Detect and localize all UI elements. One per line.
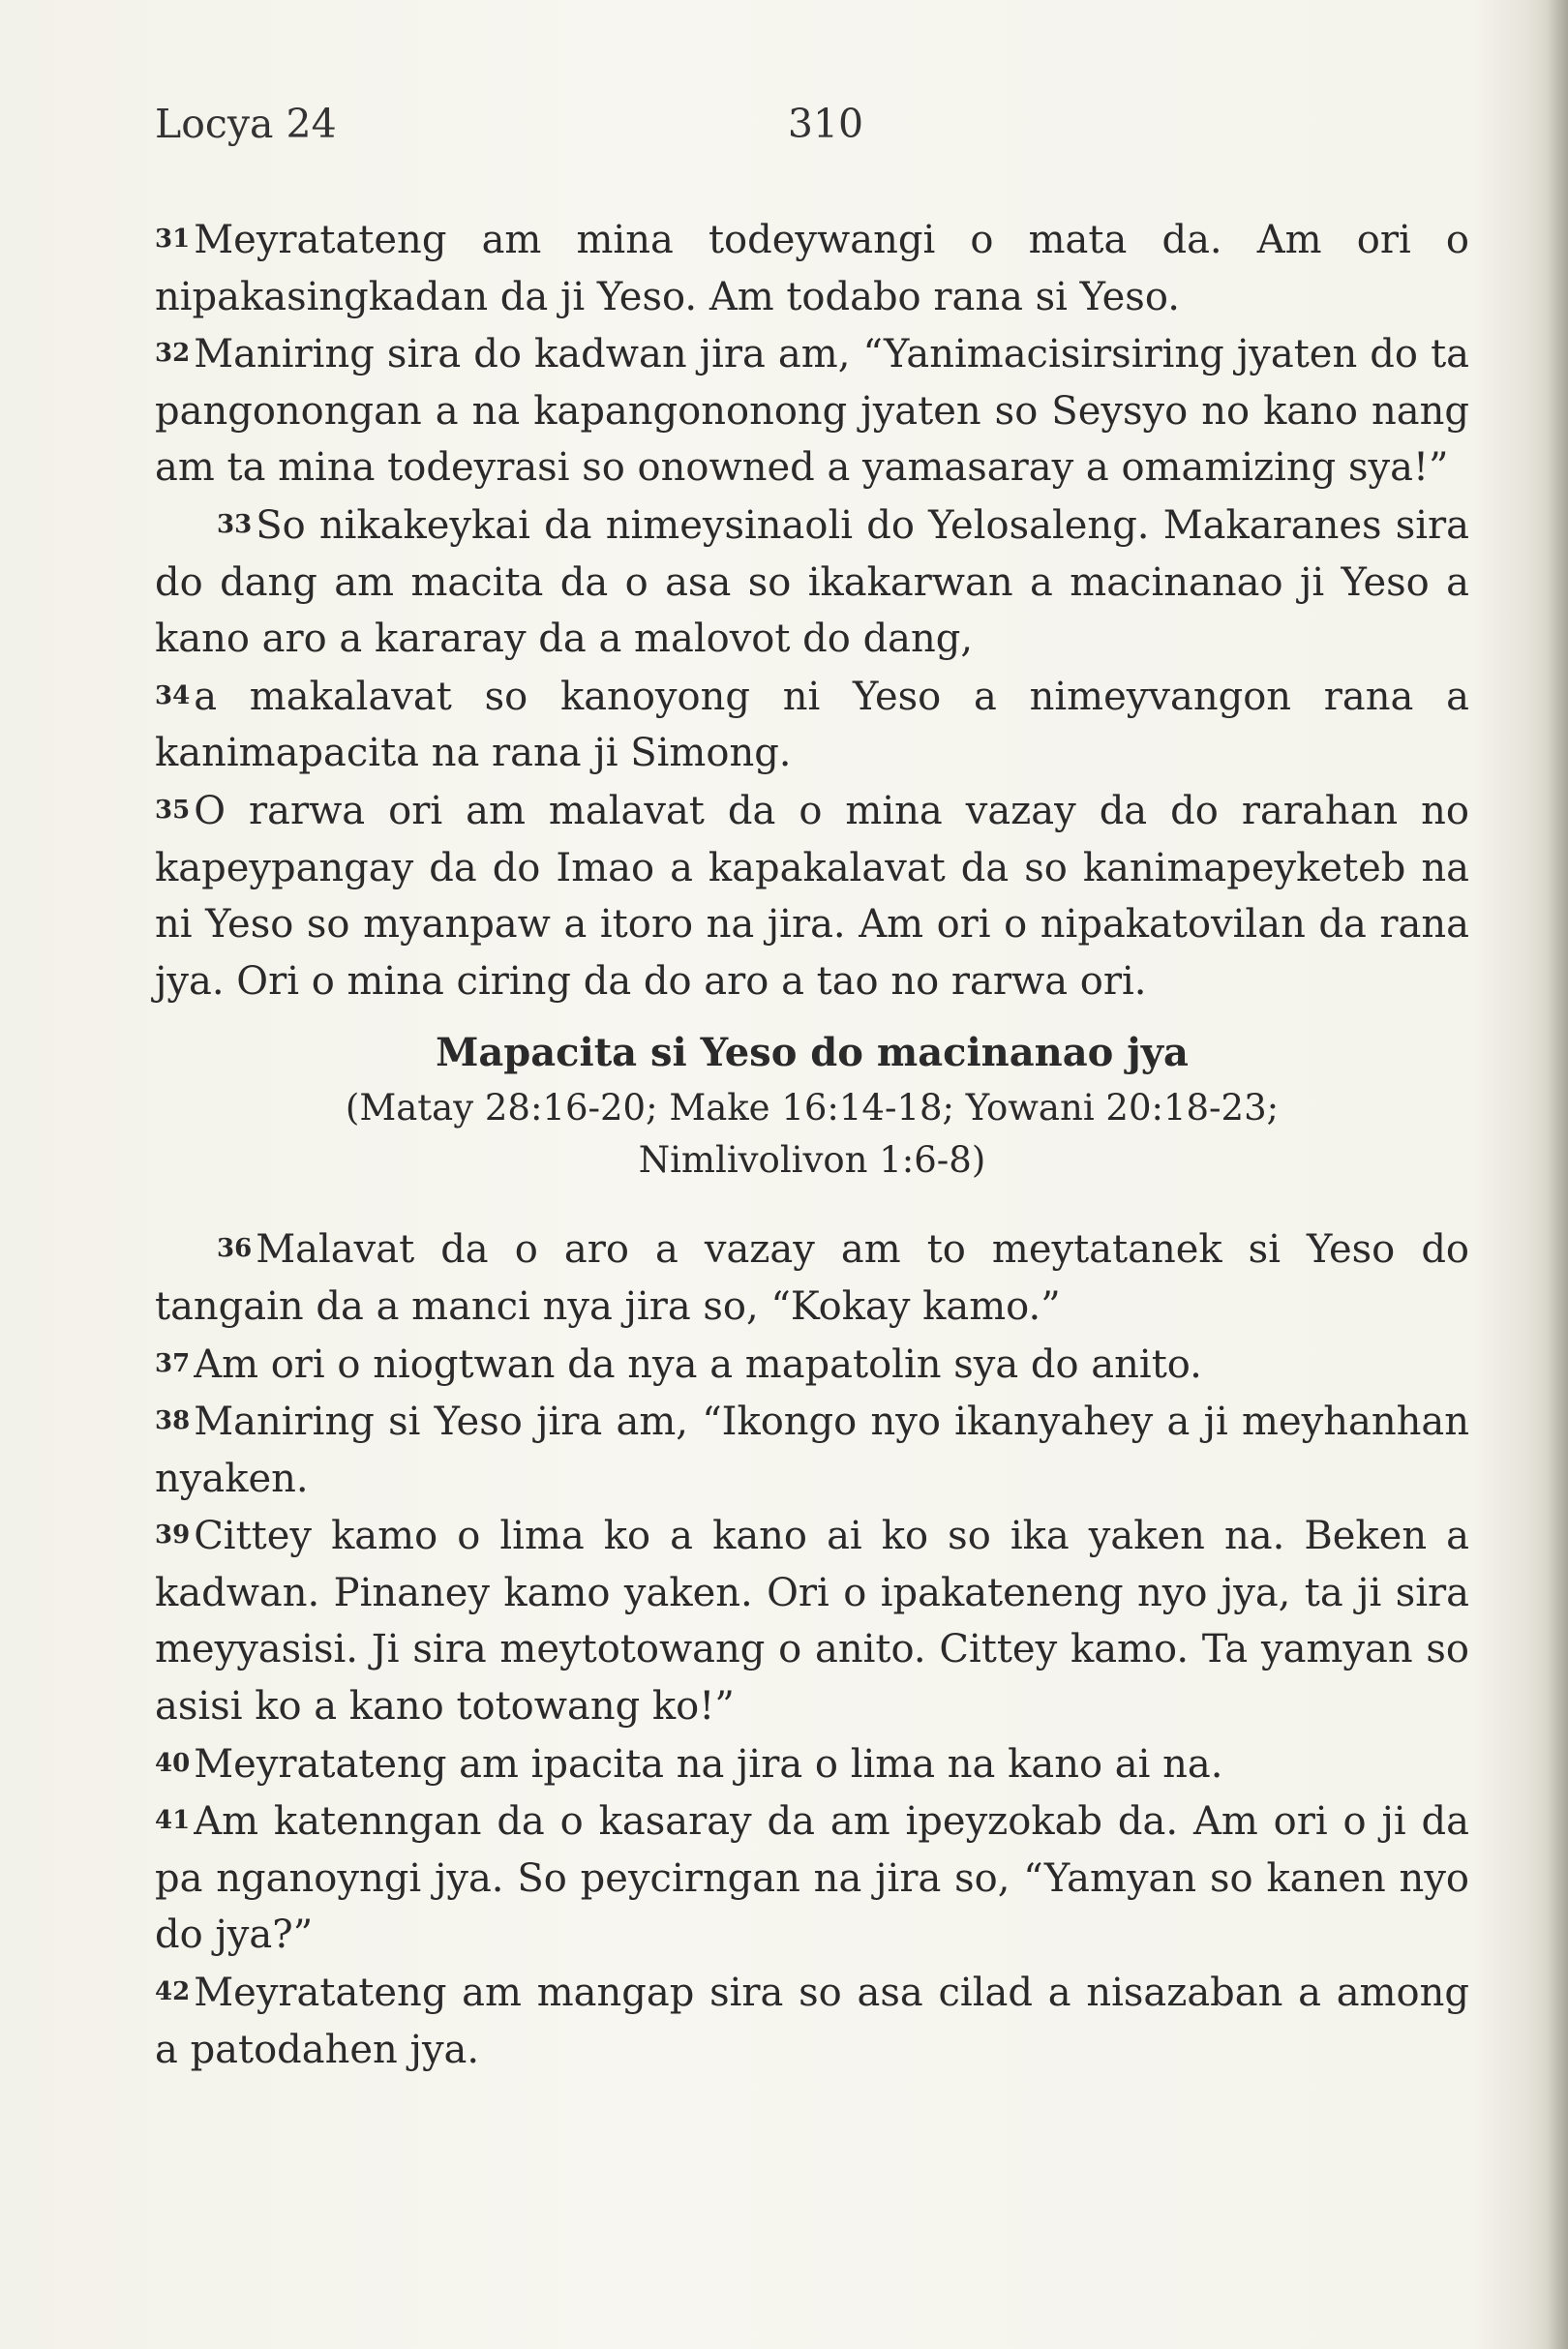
verse-42 [155, 1964, 1469, 2078]
running-header [155, 95, 1462, 153]
section-cross-reference-line-2: Nimlivolivon 1:6-8) [638, 1139, 986, 1182]
verse-41 [155, 1792, 1469, 1964]
verse-36 [155, 1220, 1469, 1335]
book-chapter-label: Locya 24 [155, 101, 337, 147]
verse-number: 42 [155, 1977, 191, 2007]
page-edge-shadow [1547, 0, 1568, 2349]
verse-38 [155, 1393, 1469, 1507]
verse-text: a makalavat so kanoyong ni Yeso a nimeyvangon rana a kanimapacita na rana ji Simong. [155, 674, 1469, 776]
verse-number: 40 [155, 1748, 191, 1778]
verse-34 [155, 668, 1469, 782]
verse-text: So nikakeykai da nimeysinaoli do Yelosaleng. Makaranes sira do dang am macita da o asa so ikakarwan a macinanao ji Yeso a kano aro a kararay da a malovot do dang, [155, 502, 1469, 662]
verse-text: Maniring si Yeso jira am, “Ikongo nyo ikanyahey a ji meyhanhan nyaken. [155, 1400, 1469, 1501]
verse-text: Am katenngan da o kasaray da am ipeyzokab da. Am ori o ji da pa nganoyngi jya. So peycirngan na jira so, “Yamyan so kanen nyo do jya?” [155, 1799, 1469, 1958]
verse-number: 39 [155, 1521, 191, 1551]
section-heading: Mapacita si Yeso do macinanao jya [436, 1030, 1189, 1076]
verse-35 [155, 782, 1469, 1009]
verse-number: 34 [155, 680, 191, 710]
verse-text: O rarwa ori am malavat da o mina vazay da do rarahan no kapeypangay da do Imao a kapakalavat da so kanimapeyketeb na ni Yeso so myanpaw a itoro na jira. Am ori o nipakatovilan da rana jya. Ori o mina ciring da do aro a tao no rarwa ori. [155, 788, 1469, 1004]
verse-32 [155, 325, 1469, 497]
verse-text: Cittey kamo o lima ko a kano ai ko so ika yaken na. Beken a kadwan. Pinaney kamo yaken. Ori o ipakateneng nyo jya, ta ji sira meyyasisi. Ji sira meytotowang o anito. Cittey kamo. Ta yamyan so asisi ko a kano totowang ko!” [155, 1514, 1469, 1730]
verse-number: 37 [155, 1348, 191, 1378]
verse-text: Am ori o niogtwan da nya a mapatolin sya do anito. [194, 1341, 1202, 1387]
verse-39 [155, 1507, 1469, 1734]
page-number: 310 [787, 101, 864, 147]
verse-number: 35 [155, 795, 191, 825]
verse-31 [155, 211, 1469, 325]
verse-number: 41 [155, 1806, 191, 1836]
verse-text: Maniring sira do kadwan jira am, “Yanimacisirsiring jyaten do ta pangonongan a na kapangononong jyaten so Seysyo no kano nang am ta mina todeyrasi so onowned a yamasaray a omamizing sya!” [155, 332, 1469, 491]
verse-number: 32 [155, 339, 191, 369]
verse-number: 33 [217, 509, 253, 539]
verse-number: 38 [155, 1406, 191, 1436]
verse-text: Meyratateng am mina todeywangi o mata da. Am ori o nipakasingkadan da ji Yeso. Am todabo rana si Yeso. [155, 218, 1469, 319]
verse-33 [155, 497, 1469, 668]
verse-37 [155, 1336, 1469, 1394]
main-text [155, 211, 1469, 2078]
verse-text: Malavat da o aro a vazay am to meytatanek si Yeso do tangain da a manci nya jira so, “Kokay kamo.” [155, 1227, 1469, 1329]
verse-40 [155, 1735, 1469, 1793]
verse-number: 31 [155, 225, 191, 254]
section-cross-reference-line-1: (Matay 28:16-20; Make 16:14-18; Yowani 20:18-23; [345, 1087, 1280, 1129]
verse-text: Meyratateng am ipacita na jira o lima na kano ai na. [194, 1741, 1223, 1787]
verse-number: 36 [217, 1234, 253, 1264]
verse-text: Meyratateng am mangap sira so asa cilad a nisazaban a among a patodahen jya. [155, 1971, 1469, 2072]
